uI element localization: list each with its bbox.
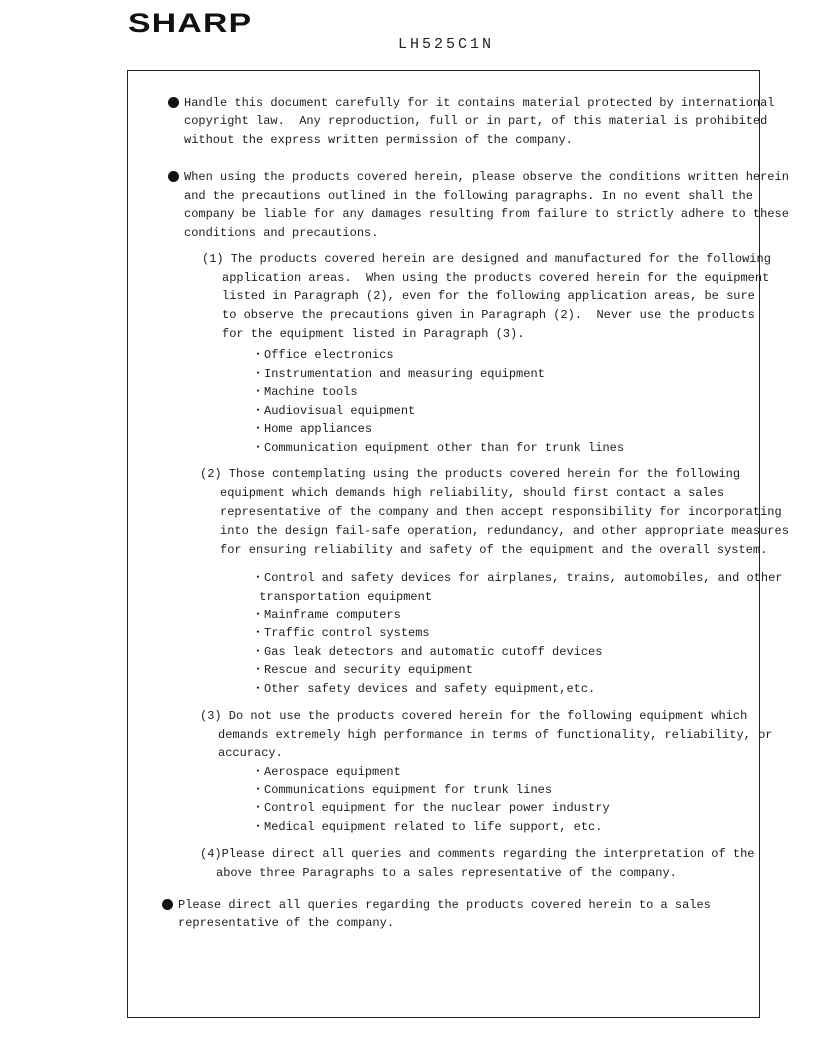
item-1-list-item: ・Instrumentation and measuring equipment: [252, 367, 545, 381]
notice-line: Handle this document carefully for it contains material protected by international: [184, 96, 775, 110]
notice-line: When using the products covered herein, please observe the conditions written herein: [184, 170, 789, 184]
item-2-line: equipment which demands high reliability, should first contact a sales: [220, 486, 725, 500]
sharp-logo: SHARP: [128, 8, 253, 38]
item-1-line: (1) The products covered herein are designed and manufactured for the following: [202, 252, 771, 266]
item-1-line: to observe the precautions given in Paragraph (2). Never use the products: [222, 308, 755, 322]
item-4-line: (4)Please direct all queries and comments regarding the interpretation of the: [200, 847, 755, 861]
bullet-icon: [162, 899, 173, 910]
item-3-line: accuracy.: [218, 746, 283, 760]
item-1-list-item: ・Office electronics: [252, 348, 394, 362]
item-2-list-item: ・Control and safety devices for airplanes, trains, automobiles, and other: [252, 571, 783, 585]
item-3-line: demands extremely high performance in terms of functionality, reliability, or: [218, 728, 773, 742]
item-1-line: listed in Paragraph (2), even for the following application areas, be sure: [222, 289, 755, 303]
item-2-line: into the design fail-safe operation, redundancy, and other appropriate measures: [220, 524, 789, 538]
item-3-list-item: ・Control equipment for the nuclear power industry: [252, 801, 610, 815]
notice-line: company be liable for any damages resulting from failure to strictly adhere to these: [184, 207, 789, 221]
item-2-list-item: ・Traffic control systems: [252, 626, 430, 640]
item-3-list-item: ・Aerospace equipment: [252, 765, 401, 779]
notice-line: copyright law. Any reproduction, full or in part, of this material is prohibited: [184, 114, 768, 128]
notice-line: without the express written permission of the company.: [184, 133, 573, 147]
notice-line: and the precautions outlined in the following paragraphs. In no event shall the: [184, 189, 753, 203]
item-1-list-item: ・Machine tools: [252, 385, 358, 399]
item-2-list-item: ・Mainframe computers: [252, 608, 401, 622]
item-3-line: (3) Do not use the products covered herein for the following equipment which: [200, 709, 748, 723]
bullet-icon: [168, 97, 179, 108]
item-1-list-item: ・Home appliances: [252, 422, 373, 436]
part-number: LH525C1N: [398, 36, 495, 53]
item-1-list-item: ・Communication equipment other than for trunk lines: [252, 441, 625, 455]
item-1-line: for the equipment listed in Paragraph (3).: [222, 327, 525, 341]
item-2-list-item: ・Other safety devices and safety equipment,etc.: [252, 682, 596, 696]
item-2-list-item: ・Rescue and security equipment: [252, 663, 473, 677]
item-4-line: above three Paragraphs to a sales representative of the company.: [216, 866, 677, 880]
item-2-line: (2) Those contemplating using the products covered herein for the following: [200, 467, 741, 481]
notice-line: representative of the company.: [178, 916, 395, 930]
item-1-line: application areas. When using the products covered herein for the equipment: [222, 271, 770, 285]
notice-line: Please direct all queries regarding the products covered herein to a sales: [178, 898, 711, 912]
item-1-list-item: ・Audiovisual equipment: [252, 404, 416, 418]
item-2-list-item: ・Gas leak detectors and automatic cutoff devices: [252, 645, 603, 659]
item-3-list-item: ・Communications equipment for trunk lines: [252, 783, 553, 797]
notice-line: conditions and precautions.: [184, 226, 379, 240]
item-2-list-item: transportation equipment: [252, 590, 433, 604]
item-3-list-item: ・Medical equipment related to life support, etc.: [252, 820, 603, 834]
bullet-icon: [168, 171, 179, 182]
item-2-line: representative of the company and then accept responsibility for incorporating: [220, 505, 782, 519]
item-2-line: for ensuring reliability and safety of the equipment and the overall system.: [220, 543, 768, 557]
